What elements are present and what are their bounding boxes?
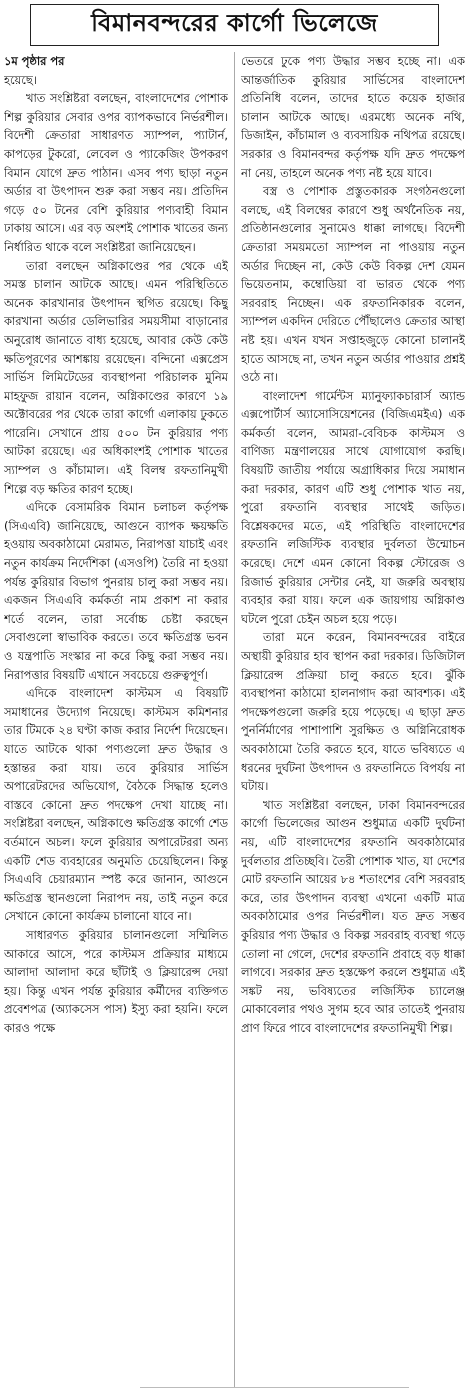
footer-divider xyxy=(140,1387,409,1394)
paragraph: তারা বলছেন অগ্নিকাণ্ডের পর থেকে এই সমস্ত চালান আটকে আছে। এমন পরিস্থিতিতে অনেক কারখানার উৎপাদন স্থগিত রয়েছে। কিছু কারখানা অর্ডার ডেলিভারির সময়সীমা বাড়ানোর অনুরোধ জানাতে বাধ্য হয়েছে, আবার কেউ কেউ ক্ষতিপূরণের আশঙ্কায় রয়েছেন। বন্দিনো এক্সপ্রেস সার্ভিস লিমিটেডের ব্যবস্থাপনা পরিচালক মুনিম মাহফুজ রায়ান বলেন, অগ্নিকাণ্ডের কারণে ১৯ অক্টোবরের পর থেকে তারা কার্গো এলাকায় ঢুকতে পারেনি। সেখানে প্রায় ৫০০ টন কুরিয়ার পণ্য আটকা রয়েছে। এর অধিকাংশই পোশাক খাতের স্যাম্পল ও কাঁচামাল। এই বিলম্ব রফতানিমুখী শিল্পে বড় ক্ষতির কারণ হচ্ছে। xyxy=(4,258,228,496)
paragraph: বাংলাদেশ গার্মেন্টস ম্যানুফ্যাকচারার্স অ্যান্ড এক্সপোর্টার্স অ্যাসোসিয়েশনের (বিজিএমইএ) এক কর্মকর্তা বলেন, আমরা-বেবিচক কাস্টমস ও বাণিজ্য মন্ত্রণালয়ের সাথে যোগাযোগ করছি। বিষয়টি জাতীয় পর্যায়ে অগ্রাধিকার দিয়ে সমাধান করা দরকার, কারণ এটি শুধু পোশাক খাত নয়, পুরো রফতানি ব্যবস্থার সাথেই জড়িত। বিশ্লেষকদের মতে, এই পরিস্থিতি বাংলাদেশের রফতানি লজিস্টিক ব্যবস্থার দুর্বলতা উন্মোচন করেছে। দেশে এমন কোনো বিকল্প স্টোরেজ ও রিজার্ভ কুরিয়ার সেন্টার নেই, যা জরুরি অবস্থায় ব্যবহার করা যায়। ফলে এক জায়গায় অগ্নিকাণ্ড ঘটলে পুরো চেইন অচল হয়ে পড়ে। xyxy=(241,388,465,626)
continued-from-label: ১ম পৃষ্ঠার পর xyxy=(4,54,65,68)
paragraph: তারা মনে করেন, বিমানবন্দরের বাইরে অস্থায়ী কুরিয়ার হাব স্থাপন করা দরকার। ডিজিটাল ক্লিয়ারেন্স প্রক্রিয়া চালু করতে হবে। ঝুঁকি ব্যবস্থাপনা কাঠামো হালনাগাদ করা আবশ্যক। এই পদক্ষেপগুলো জরুরি হয়ে পড়েছে। এ ছাড়া দ্রুত পুনর্নির্মাণের পাশাপাশি সুরক্ষিত ও অগ্নিনিরোধক অবকাঠামো তৈরি করতে হবে, যাতে ভবিষ্যতে এ ধরনের দুর্ঘটনা উৎপাদন ও রফতানিতে বিপর্যয় না ঘটায়। xyxy=(241,630,465,794)
column-divider xyxy=(234,52,235,1388)
paragraph: সাধারণত কুরিয়ার চালানগুলো সম্মিলিত আকারে আসে, পরে কাস্টমস প্রক্রিয়ার মাধ্যমে আলাদা আলাদা করে ছাঁটাই ও ক্লিয়ারেন্স দেয়া হয়। কিন্তু এখন পর্যন্ত কুরিয়ার কর্মীদের ব্যক্তিগত প্রবেশপত্র (অ্যাকসেস পাস) ইস্যু করা হয়নি। ফলে কারও পক্ষে xyxy=(4,927,228,1035)
paragraph: খাত সংশ্লিষ্টরা বলছেন, ঢাকা বিমানবন্দরের কার্গো ভিলেজের আগুন শুধুমাত্র একটি দুর্ঘটনা নয়, এটি বাংলাদেশের রফতানি অবকাঠামোর দুর্বলতার প্রতিচ্ছবি। তৈরী পোশাক খাত, যা দেশের মোট রফতানি আয়ের ৮৪ শতাংশের বেশি সরবরাহ করে, তার উৎপাদন ব্যবস্থা এখনো একটি মাত্র অবকাঠামোর ওপর নির্ভরশীল। যত দ্রুত সম্ভব কুরিয়ার পণ্য উদ্ধার ও বিকল্প সরবরাহ ব্যবস্থা গড়ে তোলা না গেলে, দেশের রফতানি প্রবাহে বড় ধাক্কা লাগবে। সরকার দ্রুত হস্তক্ষেপ করলে শুধুমাত্র এই সঙ্কট নয়, ভবিষ্যতের লজিস্টিক চ্যালেঞ্জ মোকাবেলার পথও সুগম হবে আর তাতেই পুনরায় প্রাণ ফিরে পাবে বাংলাদেশের রফতানিমুখী শিল্প। xyxy=(241,797,465,1035)
paragraph: ভেতরে ঢুকে পণ্য উদ্ধার সম্ভব হচ্ছে না। এক আন্তর্জাতিক কুরিয়ার সার্ভিসের বাংলাদেশ প্রতিনিধি বলেন, তাদের হাতে কয়েক হাজার চালান আটকে আছে। এরমধ্যে অনেক নথি, ডিজাইন, কাঁচামাল ও ব্যবসায়িক নথিপত্র রয়েছে। সরকার ও বিমানবন্দর কর্তৃপক্ষ যদি দ্রুত পদক্ষেপ না নেয়, তাহলে অনেক পণ্য নষ্ট হয়ে যাবে। xyxy=(241,54,465,180)
article-column-right xyxy=(241,52,465,1382)
headline: বিমানবন্দরের কার্গো ভিলেজে xyxy=(30,4,439,46)
paragraph: বস্ত্র ও পোশাক প্রস্তুতকারক সংগঠনগুলো বলছে, এই বিলম্বের কারণে শুধু অর্থনৈতিক নয়, প্রতিষ্ঠানগুলোর সুনামেও ধাক্কা লাগছে। বিদেশী ক্রেতারা সময়মতো স্যাম্পল না পাওয়ায় নতুন অর্ডার দিচ্ছেন না, কেউ কেউ বিকল্প দেশ যেমন ভিয়েতনাম, কম্বোডিয়া বা ভারত থেকে পণ্য সরবরাহ নিচ্ছেন। এক রফতানিকারক বলেন, স্যাম্পল একদিন দেরিতে পৌঁছালেও ক্রেতার আস্থা নষ্ট হয়। এখন যখন সপ্তাহজুড়ে কোনো চালানই হাতে আসছে না, তখন নতুন অর্ডার পাওয়ার প্রশ্নই ওঠে না। xyxy=(241,184,465,385)
paragraph: এদিকে বেসামরিক বিমান চলাচল কর্তৃপক্ষ (সিএএবি) জানিয়েছে, আগুনে ব্যাপক ক্ষয়ক্ষতি হওয়ায় অবকাঠামো মেরামত, নিরাপত্তা যাচাই এবং নতুন কার্যক্রম নির্দেশিকা (এসওপি) তৈরি না হওয়া পর্যন্ত কুরিয়ার বিভাগ পুনরায় চালু করা সম্ভব নয়। একজন সিএএবি কর্মকর্তা নাম প্রকাশ না করার শর্তে বলেন, তারা সর্বোচ্চ চেষ্টা করছেন সেবাগুলো স্বাভাবিক করতে। তবে ক্ষতিগ্রস্ত ভবন ও যন্ত্রপাতি সংস্কার না করে কিছু করা সম্ভব নয়। নিরাপত্তার বিষয়টি এখানে সবচেয়ে গুরুত্বপূর্ণ। xyxy=(4,500,228,682)
paragraph: হয়েছে। xyxy=(4,72,37,87)
paragraph: খাত সংশ্লিষ্টরা বলছেন, বাংলাদেশের পোশাক শিল্প কুরিয়ার সেবার ওপর ব্যাপকভাবে নির্ভরশীল। বিদেশী ক্রেতারা সাধারণত স্যাম্পল, প্যাটার্ন, কাপড়ের টুকরো, লেবেল ও প্যাকেজিং উপকরণ বিমান যোগে দ্রুত পাঠান। এসব পণ্য ছাড়া নতুন অর্ডার বা উৎপাদন শুরু করা সম্ভব নয়। প্রতিদিন গড়ে ৫০ টনের বেশি কুরিয়ার পণ্যবাহী বিমান ঢাকায় আসে। এর বড় অংশই পোশাক খাতের জন্য নির্ধারিত থাকে বলে সংশ্লিষ্টরা জানিয়েছেন। xyxy=(4,91,228,254)
paragraph: এদিকে বাংলাদেশ কাস্টমস এ বিষয়টি সমাধানের উদ্যোগ নিয়েছে। কাস্টমস কমিশনার তার টিমকে ২৪ ঘণ্টা কাজ করার নির্দেশ দিয়েছেন। যাতে আটকে থাকা পণ্যগুলো দ্রুত উদ্ধার ও হস্তান্তর করা যায়। তবে কুরিয়ার সার্ভিস অপারেটরদের অভিযোগ, বৈঠকে সিদ্ধান্ত হলেও বাস্তবে কোনো দ্রুত পদক্ষেপ দেখা যাচ্ছে না। সংশ্লিষ্টরা বলছেন, অগ্নিকাণ্ডে ক্ষতিগ্রস্ত কার্গো শেড বর্তমানে অচল। ফলে কুরিয়ার অপারেটররা অন্য একটি শেড ব্যবহারের অনুমতি চেয়েছিলেন। কিন্তু সিএএবি চেয়ারম্যান স্পষ্ট করে জানান, আগুনে ক্ষতিগ্রস্ত স্থানগুলো নিরাপদ নয়, তাই নতুন করে সেখানে কোনো কার্যক্রম চালানো যাবে না। xyxy=(4,686,228,924)
article-column-left xyxy=(4,52,228,1382)
